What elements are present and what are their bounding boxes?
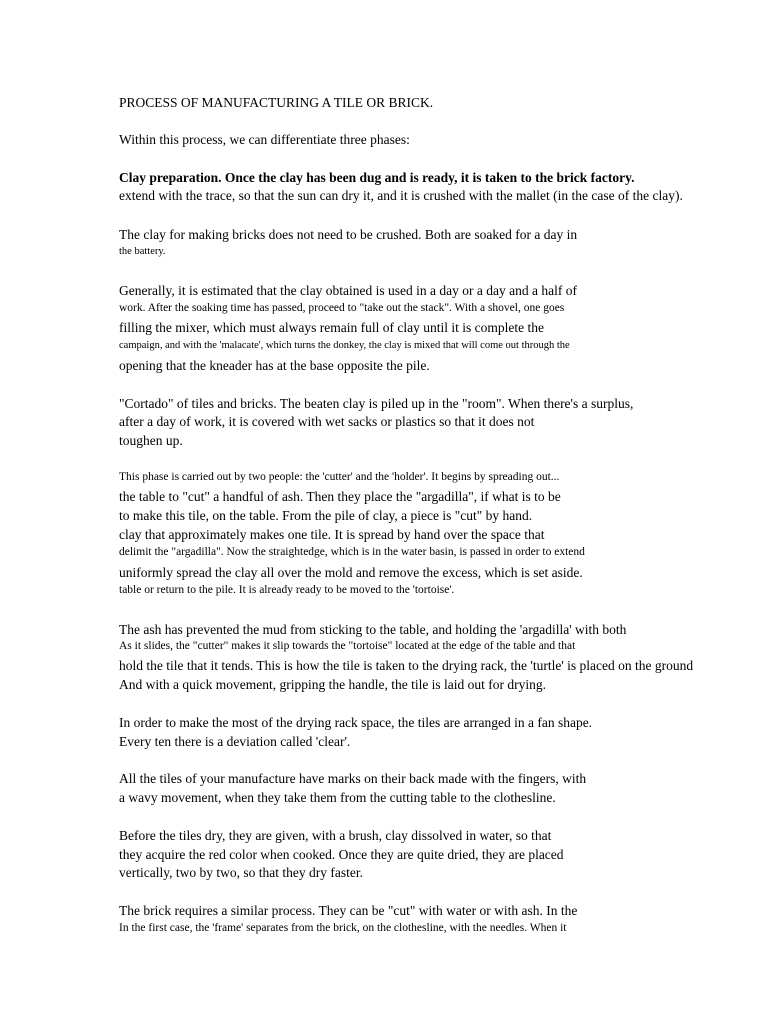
text-line: Generally, it is estimated that the clay obtained is used in a day or a day and a half of bbox=[119, 283, 577, 298]
text-line: The brick requires a similar process. They can be "cut" with water or with ash. In the bbox=[119, 903, 578, 918]
text-line: to make this tile, on the table. From the pile of clay, a piece is "cut" by hand. bbox=[119, 508, 533, 523]
text-line: extend with the trace, so that the sun can dry it, and it is crushed with the mallet (in the case of the clay). bbox=[119, 188, 683, 203]
text-line: The ash has prevented the mud from sticking to the table, and holding the 'argadilla' with both bbox=[119, 622, 627, 637]
text-line: delimit the "argadilla". Now the straightedge, which is in the water basin, is passed in order to extend bbox=[119, 546, 585, 558]
text-line: the battery. bbox=[119, 246, 166, 257]
text-line: hold the tile that it tends. This is how the tile is taken to the drying rack, the 'turtle' is placed on the ground bbox=[119, 658, 694, 673]
text-line: And with a quick movement, gripping the handle, the tile is laid out for drying. bbox=[119, 677, 547, 692]
text-line: filling the mixer, which must always remain full of clay until it is complete the bbox=[119, 320, 544, 335]
text-line: work. After the soaking time has passed, proceed to "take out the stack". With a shovel, one goes bbox=[119, 302, 565, 314]
text-line: Before the tiles dry, they are given, with a brush, clay dissolved in water, so that bbox=[119, 828, 552, 843]
text-line: The clay for making bricks does not need to be crushed. Both are soaked for a day in bbox=[119, 227, 578, 242]
text-line: toughen up. bbox=[119, 433, 183, 448]
text-line: after a day of work, it is covered with wet sacks or plastics so that it does not bbox=[119, 414, 535, 429]
text-line: vertically, two by two, so that they dry faster. bbox=[119, 865, 363, 880]
text-line: a wavy movement, when they take them from the cutting table to the clothesline. bbox=[119, 790, 556, 805]
text-line: opening that the kneader has at the base opposite the pile. bbox=[119, 358, 430, 373]
text-line: As it slides, the "cutter" makes it slip towards the "tortoise" located at the edge of the table and that bbox=[119, 640, 576, 652]
text-line: This phase is carried out by two people: the 'cutter' and the 'holder'. It begins by spreading out... bbox=[119, 471, 560, 483]
text-line: uniformly spread the clay all over the mold and remove the excess, which is set aside. bbox=[119, 565, 583, 580]
text-line: table or return to the pile. It is already ready to be moved to the 'tortoise'. bbox=[119, 584, 455, 596]
text-line: In order to make the most of the drying rack space, the tiles are arranged in a fan shape. bbox=[119, 715, 593, 730]
text-line: In the first case, the 'frame' separates from the brick, on the clothesline, with the needles. When it bbox=[119, 922, 567, 934]
text-line: they acquire the red color when cooked. Once they are quite dried, they are placed bbox=[119, 847, 564, 862]
document-title: PROCESS OF MANUFACTURING A TILE OR BRICK. bbox=[119, 95, 434, 110]
intro-line: Within this process, we can differentiate three phases: bbox=[119, 132, 410, 147]
text-line: Every ten there is a deviation called 'clear'. bbox=[119, 734, 351, 749]
text-line: the table to "cut" a handful of ash. Then they place the "argadilla", if what is to be bbox=[119, 489, 561, 504]
section-heading-clay-preparation: Clay preparation. Once the clay has been dug and is ready, it is taken to the brick factory. bbox=[119, 170, 635, 185]
text-line: All the tiles of your manufacture have marks on their back made with the fingers, with bbox=[119, 771, 587, 786]
text-line: clay that approximately makes one tile. It is spread by hand over the space that bbox=[119, 527, 545, 542]
section-heading-cortado: "Cortado" of tiles and bricks. The beaten clay is piled up in the "room". When there's a surplus, bbox=[119, 396, 634, 411]
text-line: campaign, and with the 'malacate', which turns the donkey, the clay is mixed that will come out through the bbox=[119, 340, 570, 351]
